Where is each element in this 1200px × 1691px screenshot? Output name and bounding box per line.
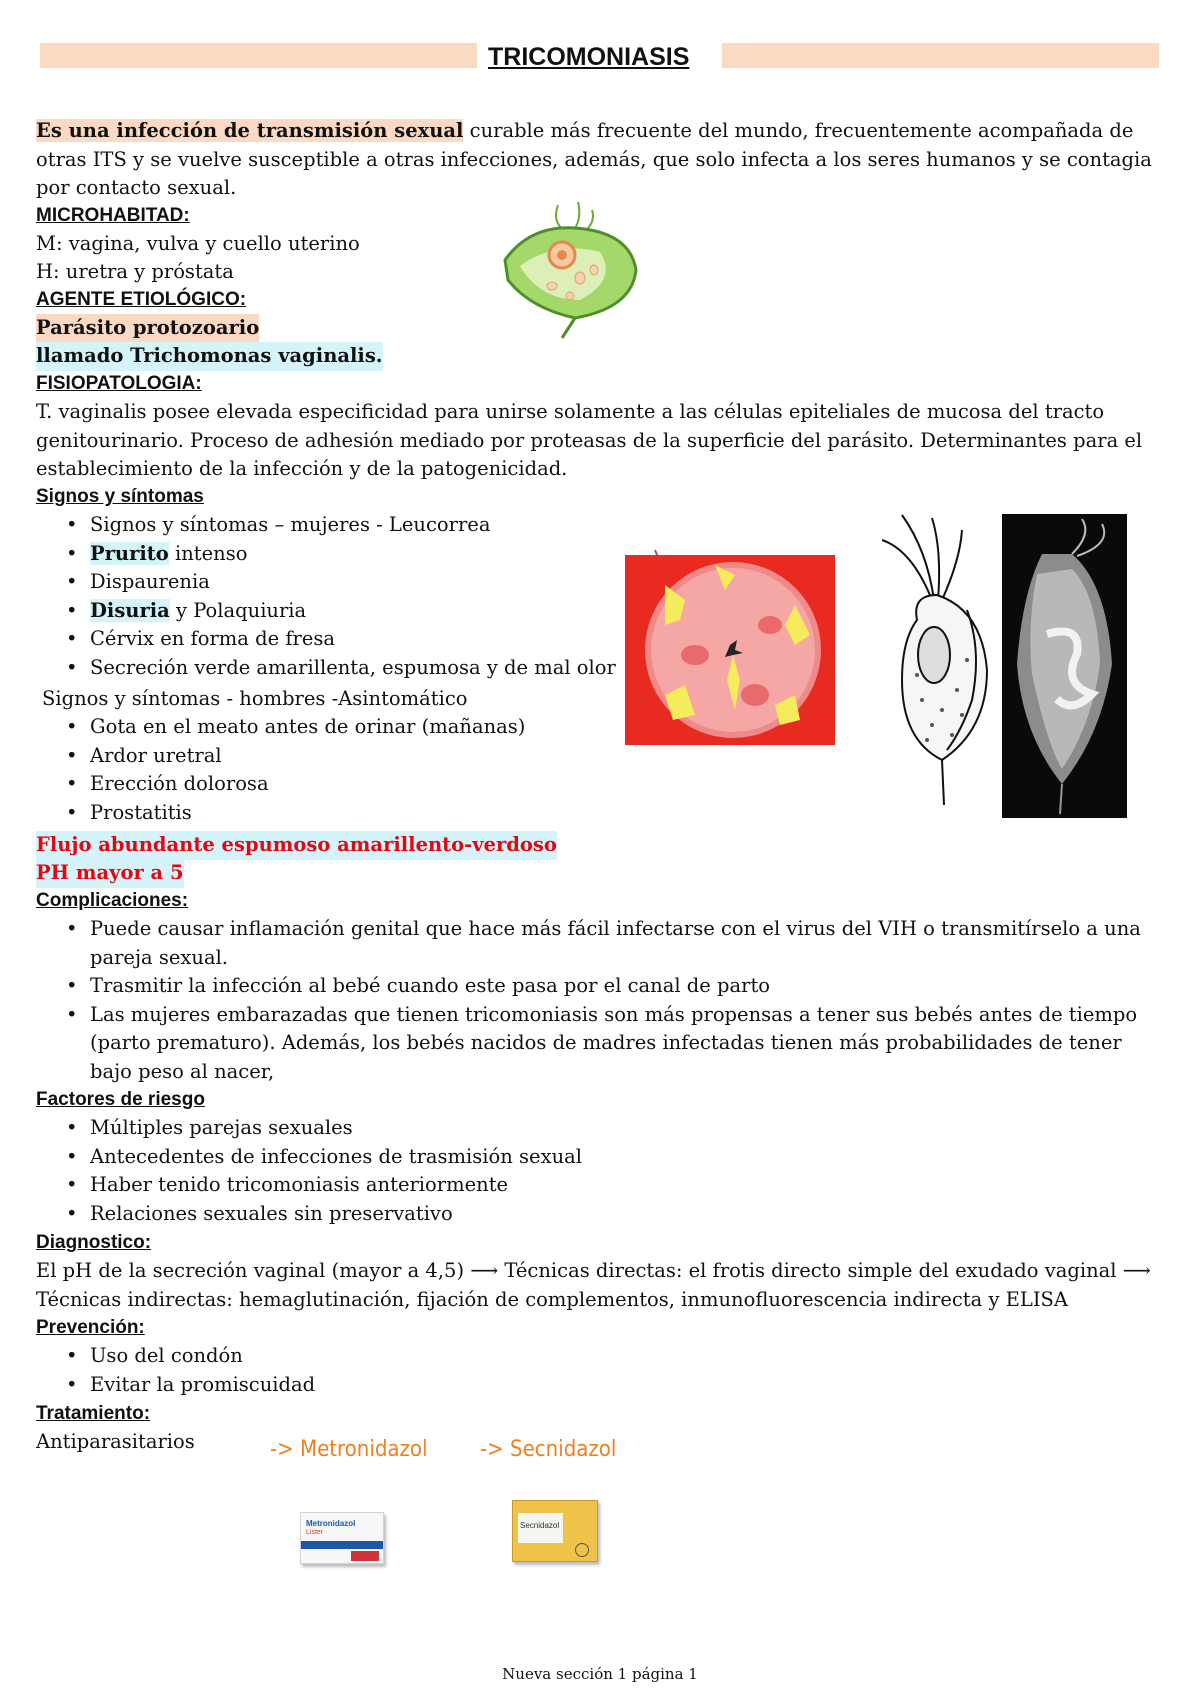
drug-secnidazol-label: -> Secnidazol [480, 1437, 617, 1462]
intro-paragraph [36, 117, 1161, 203]
list-item: • Gota en el meato antes de orinar (mañanas) [36, 713, 636, 742]
metronidazol-box-image [300, 1512, 384, 1564]
list-item: • Múltiples parejas sexuales [36, 1114, 1161, 1143]
tratamiento-text: Antiparasitarios [36, 1430, 195, 1453]
list-item: • Las mujeres embarazadas que tienen tricomoniasis son más propensas a tener sus bebés antes de tiempo (parto prematuro). Además, los bebés nacidos de madres infectadas tienen más probabilidades de tener bajo peso al nacer, [36, 1001, 1161, 1087]
microhabitat-m: M: vagina, vulva y cuello uterino [36, 232, 360, 255]
complicaciones-list [36, 915, 1161, 1086]
list-item: • Uso del condón [36, 1342, 1161, 1371]
list-item: • Evitar la promiscuidad [36, 1371, 1161, 1400]
list-item: • Erección dolorosa [36, 770, 636, 799]
diagnostico-text: El pH de la secreción vaginal (mayor a 4,5) ⟶ Técnicas directas: el frotis directo simple del exudado vaginal ⟶ Técnicas indirectas: hemaglutinación, fijación de complementos, inmunofluorescencia indirecta y ELISA [36, 1259, 1151, 1311]
signos-men-list [36, 713, 636, 827]
fisiopatologia-text: T. vaginalis posee elevada especificidad para unirse solamente a las células epiteliales de mucosa del tracto genitourinario. Proceso de adhesión mediado por proteasas de la superficie del parásito. Determinantes para el establecimiento de la infección y de la patogenicidad. [36, 400, 1143, 480]
title-bar-left [40, 43, 477, 68]
intro-rest: curable más frecuente del mundo, frecuentemente acompañada de otras ITS y se vuelve susceptible a otras infecciones, además, que solo infecta a los seres humanos y se contagia por contacto sexual. [36, 119, 1152, 199]
signos-men-heading: Signos y síntomas - hombres -Asintomático [42, 687, 468, 710]
list-item: • Relaciones sexuales sin preservativo [36, 1200, 1161, 1229]
list-item: • Antecedentes de infecciones de trasmisión sexual [36, 1143, 1161, 1172]
list-item: • Puede causar inflamación genital que hace más fácil infectarse con el virus del VIH o transmitírselo a una pareja sexual. [36, 915, 1161, 972]
trichomonas-illustration [500, 200, 645, 340]
secnidazol-box-image [512, 1500, 598, 1562]
signos-heading: Signos y síntomas [36, 486, 204, 507]
prevencion-list [36, 1342, 1161, 1399]
agente-line2: llamado Trichomonas vaginalis. [36, 342, 383, 371]
flujo-text: Flujo abundante espumoso amarillento-verdoso [36, 831, 557, 860]
microhabitat-h: H: uretra y próstata [36, 260, 234, 283]
prevencion-heading: Prevención: [36, 1317, 145, 1338]
page-footer: Nueva sección 1 página 1 [502, 1665, 698, 1683]
list-item: • Disuria y Polaquiuria [36, 597, 636, 626]
list-item: • Prurito intenso [36, 540, 636, 569]
strawberry-cervix-illustration [625, 545, 835, 745]
trichomonas-micrograph [1002, 514, 1127, 818]
agente-heading: AGENTE ETIOLÓGICO: [36, 289, 247, 310]
tratamiento-heading: Tratamiento: [36, 1403, 151, 1424]
list-item: • Dispaurenia [36, 568, 636, 597]
list-item: • Ardor uretral [36, 742, 636, 771]
diagnostico-heading: Diagnostico: [36, 1232, 152, 1253]
intro-highlight: Es una infección de transmisión sexual [36, 119, 464, 142]
ph-text: PH mayor a 5 [36, 859, 184, 888]
secnidazol-box-brand: Secnidazol [520, 1521, 560, 1530]
list-item: • Trasmitir la infección al bebé cuando este pasa por el canal de parto [36, 972, 1161, 1001]
signos-women-list [36, 511, 636, 682]
list-item: • Haber tenido tricomoniasis anteriormente [36, 1171, 1161, 1200]
complicaciones-heading: Complicaciones: [36, 890, 189, 911]
metronidazol-box-brand: Metronidazol [306, 1519, 356, 1528]
factores-list [36, 1114, 1161, 1228]
title-bar-right [722, 43, 1159, 68]
factores-heading: Factores de riesgo [36, 1089, 205, 1110]
drug-metronidazol-label: -> Metronidazol [270, 1437, 428, 1462]
trichomonas-drawing [872, 510, 1002, 810]
list-item: • Signos y síntomas – mujeres - Leucorrea [36, 511, 636, 540]
fisiopatologia-heading: FISIOPATOLOGIA: [36, 373, 202, 394]
metronidazol-box-maker: Lister [306, 1529, 324, 1536]
list-item: • Secreción verde amarillenta, espumosa y de mal olor [36, 654, 636, 683]
list-item: • Prostatitis [36, 799, 636, 828]
list-item: • Cérvix en forma de fresa [36, 625, 636, 654]
page-title: TRICOMONIASIS [488, 43, 690, 71]
agente-line1: Parásito protozoario [36, 314, 259, 343]
microhabitat-heading: MICROHABITAD: [36, 205, 190, 226]
